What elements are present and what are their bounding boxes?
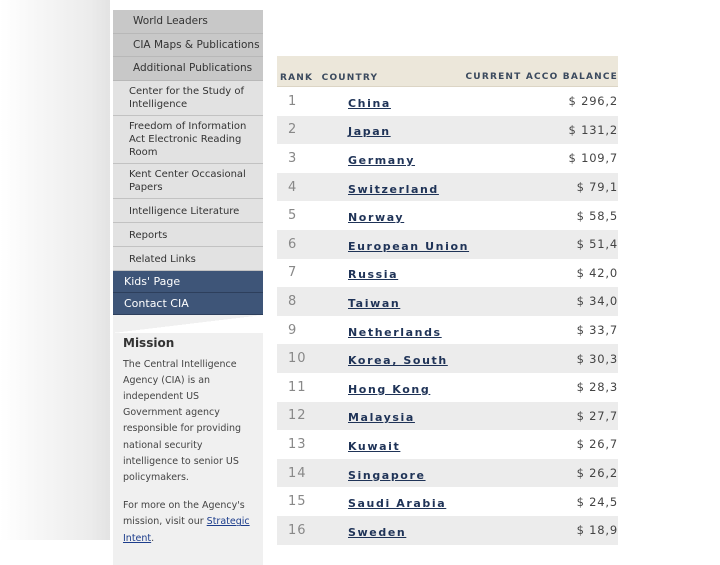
table-row [277,373,618,402]
mission-more [123,498,257,547]
sidebar-item-reports[interactable]: Reports [113,223,263,247]
country-link[interactable]: Singapore [348,468,426,482]
table-row [277,287,618,316]
cell-country [348,149,538,168]
cell-country [348,235,538,254]
strategic-intent-link[interactable]: Strategic Intent [123,516,250,544]
cell-balance: $ 34,0 [576,294,618,309]
cell-balance: $ 24,5 [576,494,618,509]
cell-balance: $ 26,7 [576,437,618,452]
country-link[interactable]: Japan [348,125,391,139]
header-balance[interactable]: CURRENT ACCO BALANCE [465,72,618,82]
table-row [277,230,618,259]
table-row [277,201,618,230]
table-body [277,87,618,545]
country-link[interactable]: Germany [348,153,416,167]
cell-balance: $ 26,2 [576,466,618,481]
sidebar-item-kent-center-papers[interactable]: Kent Center Occasional Papers [113,164,263,199]
cell-country [348,120,538,139]
cell-balance: $ 51,4 [576,237,618,252]
mission-title: Mission [123,335,175,350]
cell-country [348,492,538,511]
cell-country [348,464,538,483]
country-link[interactable]: Hong Kong [348,382,431,396]
cell-balance: $ 296,2 [568,94,618,109]
table-row [277,316,618,345]
cell-country [348,378,538,397]
table-row [277,116,618,145]
cell-rank: 7 [288,265,298,281]
cell-rank: 14 [288,465,307,481]
cell-country [348,206,538,225]
table-row [277,87,618,116]
table-row [277,487,618,516]
country-link[interactable]: Kuwait [348,439,401,453]
country-link[interactable]: Netherlands [348,325,442,339]
country-link[interactable]: Norway [348,211,405,225]
cell-rank: 4 [288,179,298,195]
country-link[interactable]: Sweden [348,525,407,539]
cell-country [348,521,538,540]
cell-country [348,406,538,425]
cell-balance: $ 18,9 [576,523,618,538]
cell-rank: 2 [288,122,298,138]
cell-rank: 5 [288,208,298,224]
cell-balance: $ 109,7 [568,151,618,166]
cell-country [348,292,538,311]
table-row [277,144,618,173]
cell-balance: $ 42,0 [576,265,618,280]
sidebar-item-intelligence-literature[interactable]: Intelligence Literature [113,199,263,223]
cell-rank: 8 [288,293,298,309]
sidebar-item-kids-page[interactable]: Kids' Page [113,271,263,293]
table-row [277,516,618,545]
sidebar-sub-item-additional-publications[interactable]: Additional Publications [113,57,263,81]
cell-balance: $ 30,3 [576,351,618,366]
country-link[interactable]: Korea, South [348,354,448,368]
sidebar-item-foia-reading-room[interactable]: Freedom of Information Act Electronic Reading Room [113,116,263,164]
cell-rank: 6 [288,236,298,252]
cell-rank: 9 [288,322,298,338]
table-header [277,56,618,87]
country-link[interactable]: Taiwan [348,296,401,310]
sidebar [113,10,263,565]
mission-text: The Central Intelligence Agency (CIA) is an independent US Government agency responsible for providing national security intelligence to senior US policymakers. [123,358,242,483]
cell-country [348,178,538,197]
cell-rank: 11 [288,379,307,395]
cell-balance: $ 33,7 [576,323,618,338]
table-row [277,402,618,431]
cell-country [348,92,538,111]
sidebar-item-center-study-intelligence[interactable]: Center for the Study of Intelligence [113,81,263,116]
sidebar-sub-item-world-leaders[interactable]: World Leaders [113,10,263,34]
header-rank[interactable]: RANK [280,73,314,83]
country-link[interactable]: Malaysia [348,411,415,425]
cell-balance: $ 27,7 [576,408,618,423]
page-left-gradient [0,0,110,540]
mission-more-suffix: . [151,532,155,544]
table-row [277,259,618,288]
cell-balance: $ 131,2 [568,122,618,137]
cell-balance: $ 28,3 [576,380,618,395]
mission-box [113,315,263,565]
table-row [277,430,618,459]
current-account-table [277,56,618,545]
country-link[interactable]: China [348,96,391,110]
cell-rank: 1 [288,93,298,109]
table-row [277,459,618,488]
sidebar-item-related-links[interactable]: Related Links [113,247,263,271]
header-country[interactable]: COUNTRY [321,73,379,83]
mission-more-prefix: For more on the Agency's mission, visit our [123,500,245,528]
cell-country [348,263,538,282]
cell-country [348,321,538,340]
cell-rank: 12 [288,408,307,424]
country-link[interactable]: Russia [348,268,399,282]
country-link[interactable]: Switzerland [348,182,439,196]
country-link[interactable]: Saudi Arabia [348,497,447,511]
sidebar-item-contact-cia[interactable]: Contact CIA [113,293,263,315]
country-link[interactable]: European Union [348,239,470,253]
cell-country [348,435,538,454]
cell-rank: 16 [288,522,307,538]
table-row [277,173,618,202]
cell-rank: 10 [288,351,307,367]
cell-country [348,349,538,368]
cell-balance: $ 58,5 [576,208,618,223]
sidebar-sub-item-maps-publications[interactable]: CIA Maps & Publications [113,34,263,58]
cell-balance: $ 79,1 [576,180,618,195]
cell-rank: 13 [288,436,307,452]
cell-rank: 15 [288,494,307,510]
cell-rank: 3 [288,150,298,166]
table-row [277,344,618,373]
